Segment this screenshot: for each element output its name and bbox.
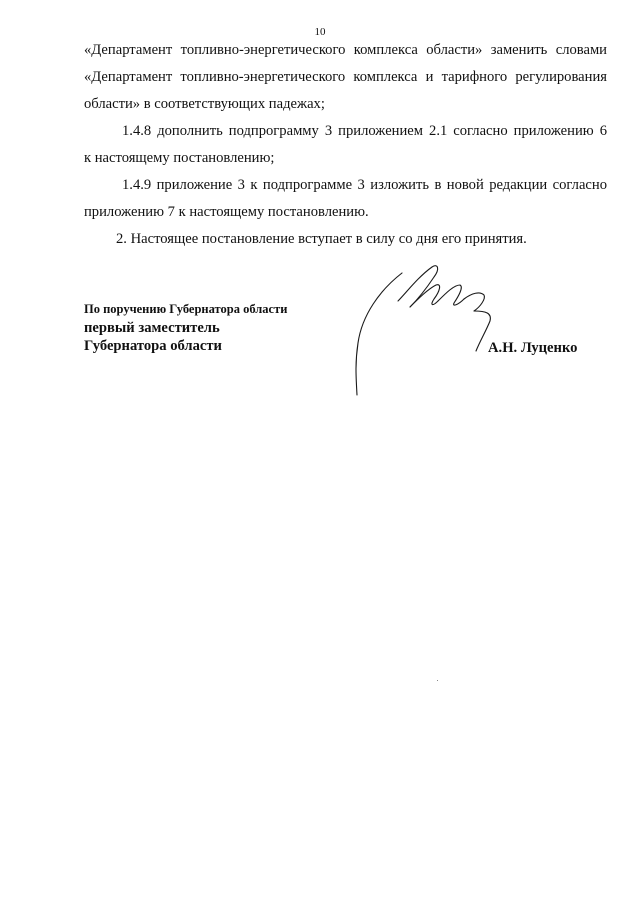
paragraph-3-line-2: приложению 7 к настоящему постановлению. — [84, 204, 369, 220]
handwritten-signature — [340, 255, 510, 405]
signer-position-line-1: первый заместитель — [84, 320, 220, 336]
paragraph-1-line-2: «Департамент топливно-энергетического комплекса и тарифного регулирования — [84, 69, 607, 85]
signer-position-line-2: Губернатора области — [84, 338, 222, 354]
page-number: 10 — [314, 26, 326, 38]
paragraph-3-line-1: 1.4.9 приложение 3 к подпрограмме 3 изложить в новой редакции согласно — [122, 177, 607, 193]
paragraph-1-line-3: области» в соответствующих падежах; — [84, 96, 325, 112]
scan-speck — [437, 680, 438, 681]
paragraph-2-line-1: 1.4.8 дополнить подпрограмму 3 приложением 2.1 согласно приложению 6 — [122, 123, 607, 139]
paragraph-1-line-1: «Департамент топливно-энергетического комплекса области» заменить словами — [84, 42, 607, 58]
paragraph-2-line-2: к настоящему постановлению; — [84, 150, 275, 166]
signer-name: А.Н. Луценко — [488, 340, 578, 356]
paragraph-4-line-1: 2. Настоящее постановление вступает в силу со дня его принятия. — [116, 231, 527, 247]
on-behalf-label: По поручению Губернатора области — [84, 302, 288, 316]
